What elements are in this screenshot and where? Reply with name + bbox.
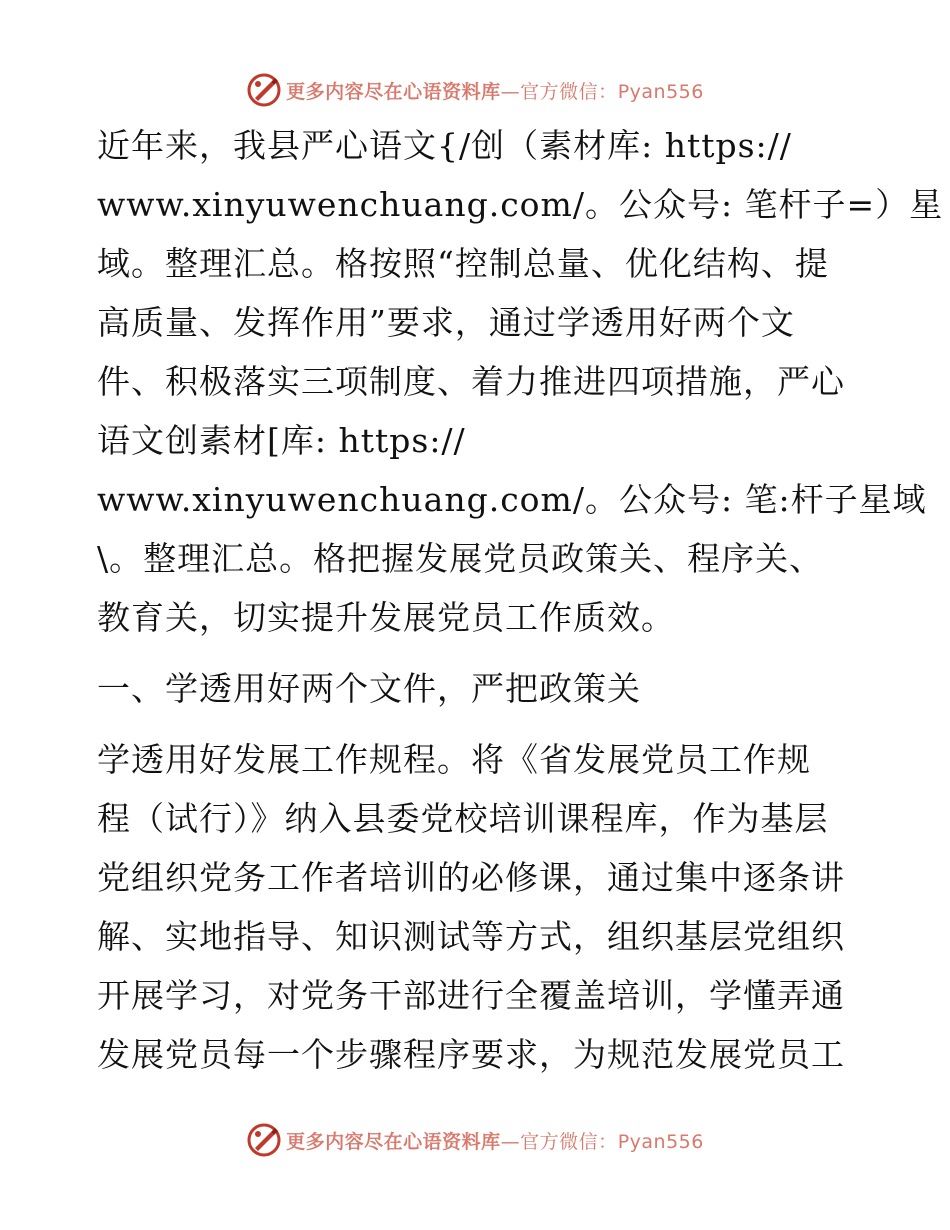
text-line: 高质量、发挥作用”要求，通过学透用好两个文 xyxy=(97,303,795,342)
text-line: 发展党员每一个步骤程序要求，为规范发展党员工 xyxy=(97,1035,845,1074)
text-line: 域。整理汇总。格按照“控制总量、优化结构、提 xyxy=(97,244,829,283)
text-line: 学透用好发展工作规程。将《省发展党员工作规 xyxy=(97,740,811,779)
header-banner-text xyxy=(286,77,704,104)
body-paragraph xyxy=(97,730,849,1084)
text-line: 程（试行）》纳入县委党校培训课程库，作为基层 xyxy=(97,799,829,838)
pen-logo-icon xyxy=(246,1122,282,1158)
header-banner-main: 更多内容尽在心语资料库 xyxy=(286,80,501,103)
footer-banner-separator: — xyxy=(500,1130,521,1153)
text-line: 解、实地指导、知识测试等方式，组织基层党组织 xyxy=(97,917,845,956)
text-line: \。整理汇总。格把握发展党员政策关、程序关、 xyxy=(97,539,824,578)
intro-paragraph xyxy=(97,116,944,647)
document-body xyxy=(97,116,944,1084)
section-heading: 一、学透用好两个文件，严把政策关 xyxy=(97,669,641,708)
footer-banner-main: 更多内容尽在心语资料库 xyxy=(286,1130,501,1153)
text-line: 语文创素材[库: https:// xyxy=(97,421,466,460)
text-line: 教育关，切实提升发展党员工作质效。 xyxy=(97,598,675,637)
text-line: 件、积极落实三项制度、着力推进四项措施，严心 xyxy=(97,362,845,401)
text-line: 党组织党务工作者培训的必修课，通过集中逐条讲 xyxy=(97,858,845,897)
text-line: www.xinyuwenchuang.com/。公众号: 笔杆子=）星 xyxy=(97,185,944,224)
header-wechat-id: Pyan556 xyxy=(617,80,704,103)
text-line: www.xinyuwenchuang.com/。公众号: 笔:杆子星域 xyxy=(97,480,927,519)
footer-wechat-id: Pyan556 xyxy=(617,1130,704,1153)
text-line: 近年来，我县严心语文{/创（素材库: https:// xyxy=(97,126,792,165)
footer-wechat-label: 官方微信： xyxy=(520,1130,618,1153)
header-wechat-label: 官方微信： xyxy=(520,80,618,103)
header-banner-separator: — xyxy=(500,80,521,103)
text-line: 开展学习，对党务干部进行全覆盖培训，学懂弄通 xyxy=(97,976,845,1015)
pen-logo-icon xyxy=(246,72,282,108)
footer-banner-text xyxy=(286,1127,704,1154)
footer-banner xyxy=(0,1120,950,1160)
header-banner xyxy=(0,70,950,110)
